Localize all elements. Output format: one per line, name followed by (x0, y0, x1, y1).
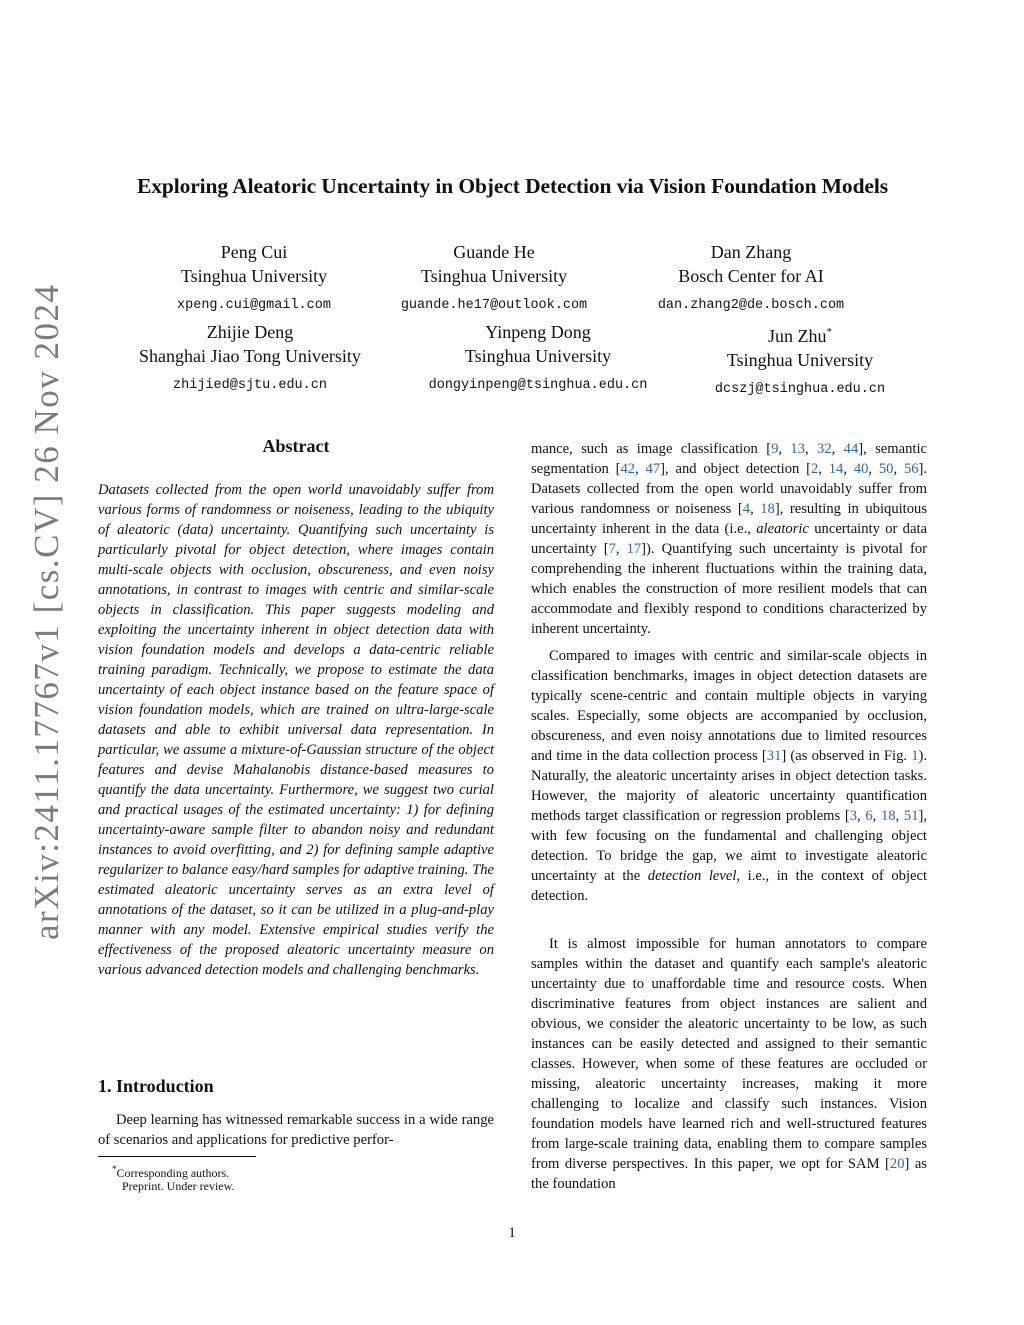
author-name: Yinpeng Dong (485, 322, 591, 342)
citation-link[interactable]: 47 (645, 461, 661, 477)
citation-link[interactable]: 42 (620, 461, 636, 477)
author-name (690, 320, 910, 348)
intro-paragraph-2: Compared to images with centric and similar-scale objects in classification benchmarks, images in object detection datasets are typically scene-centric and contain multiple objects in varying scales. Especially, some objects are accompanied by occlusion, obscureness, and even noisy annotations due to limited resources and time in the data collection process [31] (as observed in Fig. 1). Naturally, the aleatoric uncertainty arises in object detection tasks. However, the majority of aleatoric uncertainty quantification methods target classification or regression problems [3, 6, 18, 51], with few focusing on the fundamental and challenging object detection. To bridge the gap, we aimt to investigate aleatoric uncertainty at the detection level, i.e., in the context of object detection. (531, 648, 928, 904)
author-block (636, 240, 866, 318)
abstract-text: Datasets collected from the open world unavoidably suffer from various forms of randomness or noiseness, leading to the ubiquity of aleatoric (data) uncertainty. Quantifying such uncertainty is particularly pivotal for object detection, where images contain multi-scale objects with occlusion, obscureness, and even noisy annotations, in contrast to images with centric and similar-scale objects in classification. This paper suggests modeling and exploiting the uncertainty inherent in object detection data with vision foundation models and develops a data-centric reliable training paradigm. Technically, we propose to estimate the data uncertainty of each object instance based on the feature space of vision foundation models, which are trained on ultra-large-scale datasets and able to exhibit universal data representation. In particular, we assume a mixture-of-Gaussian structure of the object features and devise Mahalanobis distance-based measures to quantify the data uncertainty. Furthermore, we suggest two curial and practical usages of the estimated uncertainty: 1) for defining uncertainty-aware sample filter to abandon noisy and redundant instances to avoid overfitting, and 2) for defining sample adaptive regularizer to balance easy/hard samples for adaptive training. The estimated aleatoric uncertainty serves as an extra level of annotations of the dataset, so it can be utilized in a plug-and-play manner with any model. Extensive empirical studies verify the effectiveness of the proposed aleatoric uncertainty measure on various advanced detection models and challenging benchmarks. (98, 482, 494, 978)
intro-paragraph-1-start (98, 1110, 494, 1150)
author-affiliation: Bosch Center for AI (678, 266, 824, 286)
citation-link[interactable]: 3 (849, 808, 858, 824)
citation-link[interactable]: 51 (903, 808, 919, 824)
author-block (154, 240, 354, 318)
footnote-rule (98, 1156, 256, 1157)
author-affiliation: Shanghai Jiao Tong University (139, 346, 361, 366)
citation-link[interactable]: 50 (878, 461, 894, 477)
citation-link[interactable]: 7 (608, 541, 616, 557)
author-name: Peng Cui (220, 242, 288, 262)
arxiv-stamp: arXiv:2411.17767v1 [cs.CV] 26 Nov 2024 (27, 283, 66, 940)
author-name: Zhijie Deng (206, 322, 294, 342)
citation-link[interactable]: 9 (771, 441, 779, 457)
introduction-heading: 1. Introduction (98, 1076, 214, 1096)
footnote-text: Corresponding authors. (116, 1166, 230, 1180)
abstract-heading: Abstract (262, 436, 330, 456)
paper-title: Exploring Aleatoric Uncertainty in Object Detection via Vision Foundation Models (136, 174, 889, 198)
citation-link[interactable]: 18 (881, 808, 896, 824)
citation-link[interactable]: 18 (760, 501, 775, 517)
paragraph-text: Deep learning has witnessed remarkable success in a wide range of scenarios and applications for predictive perfor- (98, 1112, 494, 1148)
citation-link[interactable]: 14 (828, 461, 844, 477)
author-name: Dan Zhang (710, 242, 792, 262)
citation-link[interactable]: 4 (742, 501, 751, 517)
citation-link[interactable]: 32 (817, 441, 832, 457)
citation-link[interactable]: 13 (790, 441, 805, 457)
author-email[interactable]: xpeng.cui@gmail.com (177, 298, 331, 313)
corresponding-mark: * (826, 326, 832, 338)
page-number: 1 (508, 1225, 516, 1241)
author-email[interactable]: dcszj@tsinghua.edu.cn (714, 382, 886, 397)
author-affiliation: Tsinghua University (464, 346, 612, 366)
author-block (690, 320, 910, 402)
author-block (114, 320, 386, 398)
citation-link[interactable]: 31 (766, 748, 782, 764)
citation-link[interactable]: 44 (843, 441, 859, 457)
intro-paragraph-1-continued: mance, such as image classification [9, 13, 32, 44], semantic segmentation [42, 47], and object detection [2, 14, 40, 50, 56]. Datasets collected from the open world unavoidably suffer from various randomness or noiseness [4, 18], resulting in ubiquitous uncertainty inherent in the data (i.e., aleatoric uncertainty or data uncertainty [7, 17]). Quantifying such uncertainty is pivotal for comprehending the inherent fluctuations within the training data, which enables the construction of more resilient models that can accommodate and flexibly respond to conditions characterized by inherent uncertainty. (531, 441, 928, 637)
author-email[interactable]: dan.zhang2@de.bosch.com (657, 298, 845, 313)
intro-paragraph-3: It is almost impossible for human annotators to compare samples within the dataset and quantify each sample's aleatoric uncertainty due to unaffordable time and resource costs. When discriminative features from object instances are salient and obvious, we consider the aleatoric uncertainty to be low, as such instances can be easily detected and assigned to their semantic classes. However, when some of these features are occluded or missing, aleatoric uncertainty increases, making it more challenging to localize and classify such instances. Vision foundation models have learned rich and well-structured features from large-scale training data, enabling them to compare samples from diverse perspectives. In this paper, we opt for SAM [20] as the foundation (531, 936, 927, 1192)
author-email[interactable]: guande.he17@outlook.com (400, 298, 588, 313)
author-affiliation: Tsinghua University (726, 350, 874, 370)
author-email[interactable]: zhijied@sjtu.edu.cn (173, 378, 327, 393)
author-email[interactable]: dongyinpeng@tsinghua.edu.cn (428, 378, 648, 393)
author-block (408, 320, 668, 398)
citation-link[interactable]: 20 (889, 1156, 905, 1172)
author-affiliation: Tsinghua University (420, 266, 568, 286)
author-block (374, 240, 614, 318)
footnote-mark: * (112, 1164, 117, 1174)
citation-link[interactable]: 6 (865, 808, 873, 824)
citation-link[interactable]: 17 (626, 541, 642, 557)
author-affiliation: Tsinghua University (180, 266, 328, 286)
citation-link[interactable]: 56 (903, 461, 919, 477)
footnote-line: Preprint. Under review. (122, 1179, 235, 1193)
citation-link[interactable]: 2 (810, 461, 819, 477)
author-name-text: Jun Zhu (768, 326, 827, 346)
citation-link[interactable]: 40 (853, 461, 869, 477)
author-name: Guande He (453, 242, 535, 262)
figure-link[interactable]: 1 (911, 748, 919, 764)
